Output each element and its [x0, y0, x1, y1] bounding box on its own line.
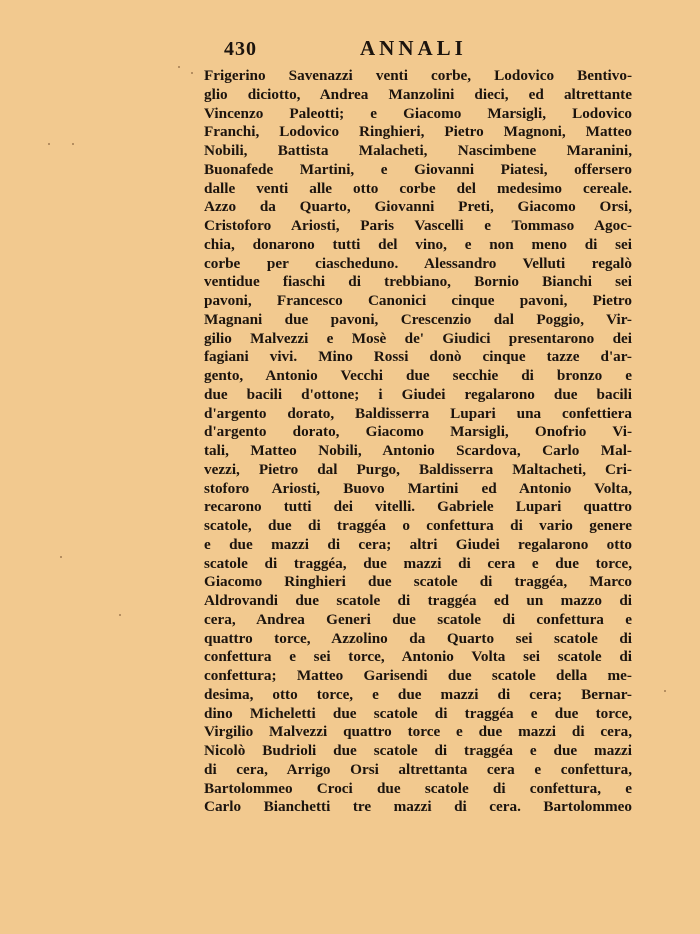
- text-line: di cera, Arrigo Orsi altrettanta cera e confettura,: [204, 760, 632, 778]
- text-line: confettura; Matteo Garisendi due scatole della me-: [204, 667, 632, 684]
- text-line: Vincenzo Paleotti; e Giacomo Marsigli, Lodovico: [204, 104, 632, 122]
- text-line: pavoni, Francesco Canonici cinque pavoni, Pietro: [204, 292, 632, 309]
- text-line: scatole di traggéa, due mazzi di cera e due torce,: [204, 554, 632, 572]
- text-line: Azzo da Quarto, Giovanni Preti, Giacomo Orsi,: [204, 198, 632, 216]
- text-line: Giacomo Ringhieri due scatole di traggéa, Marco: [204, 573, 632, 591]
- paper-speck: [191, 72, 193, 74]
- text-line: Carlo Bianchetti tre mazzi di cera. Bartolommeo: [204, 798, 632, 816]
- text-line: dalle venti alle otto corbe del medesimo cereale.: [204, 179, 632, 197]
- page-number: 430: [224, 38, 257, 60]
- text-line: gento, Antonio Vecchi due secchie di bronzo e: [204, 367, 632, 384]
- text-line: fagiani vivi. Mino Rossi donò cinque tazze d'ar-: [204, 348, 632, 366]
- text-line: due bacili d'ottone; i Giudei regalarono due bacili: [204, 385, 632, 403]
- text-line: vezzi, Pietro dal Purgo, Baldisserra Maltacheti, Cri-: [204, 460, 632, 478]
- paper-speck: [48, 143, 50, 145]
- text-line: d'argento dorato, Giacomo Marsigli, Onofrio Vi-: [204, 423, 632, 441]
- body-text: [204, 67, 632, 817]
- text-line: gilio Malvezzi e Mosè de' Giudici presentarono dei: [204, 329, 632, 347]
- text-line: chia, donarono tutti del vino, e non meno di sei: [204, 235, 632, 253]
- text-line: corbe per ciascheduno. Alessandro Velluti regalò: [204, 254, 632, 272]
- paper-speck: [119, 614, 121, 616]
- running-title: ANNALI: [360, 36, 467, 60]
- paper-speck: [60, 556, 62, 558]
- text-line: glio diciotto, Andrea Manzolini dieci, ed altrettante: [204, 85, 632, 103]
- text-line: ventidue fiaschi di trebbiano, Bornio Bianchi sei: [204, 273, 632, 291]
- text-line: Aldrovandi due scatole di traggéa ed un mazzo di: [204, 592, 632, 609]
- text-line: Magnani due pavoni, Crescenzio dal Poggio, Vir-: [204, 310, 632, 328]
- text-line: tali, Matteo Nobili, Antonio Scardova, Carlo Mal-: [204, 442, 632, 459]
- text-line: confettura e sei torce, Antonio Volta sei scatole di: [204, 648, 632, 666]
- text-line: Virgilio Malvezzi quattro torce e due mazzi di cera,: [204, 723, 632, 741]
- text-line: d'argento dorato, Baldisserra Lupari una confettiera: [204, 404, 632, 422]
- text-line: quattro torce, Azzolino da Quarto sei scatole di: [204, 629, 632, 647]
- text-line: stoforo Ariosti, Buovo Martini ed Antonio Volta,: [204, 479, 632, 497]
- text-line: Nobili, Battista Malacheti, Nascimbene Maranini,: [204, 142, 632, 159]
- text-line: e due mazzi di cera; altri Giudei regalarono otto: [204, 535, 632, 553]
- paper-speck: [178, 66, 180, 68]
- page-header: [200, 34, 640, 64]
- text-line: Nicolò Budrioli due scatole di traggéa e due mazzi: [204, 742, 632, 759]
- text-line: Cristoforo Ariosti, Paris Vascelli e Tommaso Agoc-: [204, 217, 632, 234]
- text-line: dino Micheletti due scatole di traggéa e due torce,: [204, 704, 632, 722]
- text-line: Bartolommeo Croci due scatole di confettura, e: [204, 779, 632, 797]
- text-line: Franchi, Lodovico Ringhieri, Pietro Magnoni, Matteo: [204, 123, 632, 141]
- paper-speck: [72, 143, 74, 145]
- text-line: recarono tutti dei vitelli. Gabriele Lupari quattro: [204, 498, 632, 516]
- text-line: Frigerino Savenazzi venti corbe, Lodovico Bentivo-: [204, 67, 632, 84]
- text-line: scatole, due di traggéa o confettura di vario genere: [204, 517, 632, 534]
- text-line: Buonafede Martini, e Giovanni Piatesi, offersero: [204, 160, 632, 178]
- paper-speck: [664, 690, 666, 692]
- text-line: cera, Andrea Generi due scatole di confettura e: [204, 610, 632, 628]
- text-line: desima, otto torce, e due mazzi di cera; Bernar-: [204, 685, 632, 703]
